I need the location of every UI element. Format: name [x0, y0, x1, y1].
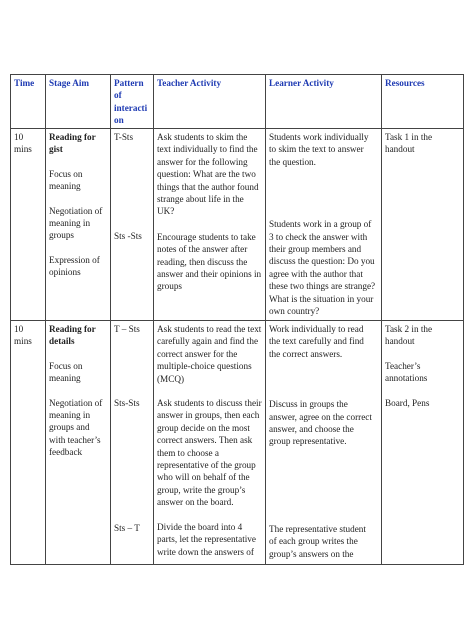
resource-line: Board, Pens — [385, 397, 430, 408]
pattern-label: Sts -Sts — [114, 231, 142, 242]
teacher-line: UK? — [157, 206, 175, 217]
learner-line: their group members and — [269, 244, 362, 255]
teacher-line: them to choose a — [157, 447, 219, 458]
teacher-line: groups — [157, 281, 183, 292]
aim-line: meaning in — [49, 410, 91, 421]
header-teacher-activity: Teacher Activity — [154, 75, 266, 129]
teacher-line: question: What are the two — [157, 169, 256, 180]
teacher-line: multiple-choice questions — [157, 361, 252, 372]
resource-line: handout — [385, 144, 415, 155]
teacher-line: things that the author found — [157, 181, 259, 192]
teacher-line: parts, let the representative — [157, 534, 256, 545]
pattern-label: Sts-Sts — [114, 398, 140, 409]
aim-line: meaning in — [49, 218, 91, 229]
learner-line: 3 to check the answer with — [269, 231, 368, 242]
table-row — [11, 129, 464, 321]
learner-line: Discuss in groups the — [269, 399, 348, 410]
time-line: 10 — [14, 324, 24, 334]
time-line: mins — [14, 336, 32, 347]
header-pattern-line: interacti — [114, 102, 148, 113]
teacher-line: answer and their opinions in — [157, 269, 262, 280]
teacher-line: Divide the board into 4 — [157, 521, 243, 532]
resource-line: Task 2 in the — [385, 324, 433, 334]
header-pattern-line: of — [114, 90, 122, 101]
stage-aim-cell — [46, 129, 111, 321]
teacher-activity-cell — [154, 129, 266, 321]
resource-line: Teacher’s — [385, 360, 421, 371]
teacher-line: answer in groups, then each — [157, 410, 260, 421]
teacher-line: correct answers. Then ask — [157, 435, 253, 446]
learner-line: the correct answers. — [269, 348, 343, 359]
header-pattern-line: on — [114, 115, 124, 126]
learner-line: agree with the author that — [269, 268, 363, 279]
lesson-plan-table — [10, 74, 464, 565]
teacher-line: Ask students to read the text — [157, 324, 262, 334]
pattern-cell — [111, 321, 154, 565]
stage-title: Reading for — [49, 324, 96, 334]
pattern-label: T – Sts — [114, 324, 140, 334]
teacher-line: carefully again and find the — [157, 336, 259, 347]
header-pattern — [111, 75, 154, 129]
teacher-line: answer for the following — [157, 156, 248, 167]
teacher-line: (MCQ) — [157, 373, 185, 384]
teacher-line: answer on the board. — [157, 497, 234, 508]
time-line: 10 — [14, 132, 24, 142]
learner-line: group’s answers on the — [269, 548, 354, 559]
pattern-label: Sts – T — [114, 522, 140, 533]
teacher-line: Ask students to discuss their — [157, 398, 262, 409]
stage-title: Reading for — [49, 132, 96, 142]
learner-line: answer, agree on the correct — [269, 411, 372, 422]
learner-line: to skim the text to answer — [269, 144, 364, 155]
teacher-line: group, write the group’s — [157, 484, 246, 495]
teacher-line: who will on behalf of the — [157, 472, 250, 483]
aim-line: Negotiation of — [49, 205, 103, 216]
learner-activity-cell — [266, 129, 382, 321]
header-time: Time — [11, 75, 46, 129]
teacher-line: strange about life in the — [157, 194, 244, 205]
aim-line: Negotiation of — [49, 397, 103, 408]
stage-aim-cell — [46, 321, 111, 565]
teacher-activity-cell — [154, 321, 266, 565]
learner-line: discuss the question: Do you — [269, 256, 375, 267]
time-cell — [11, 129, 46, 321]
header-resources: Resources — [382, 75, 464, 129]
learner-line: Students work in a group of — [269, 219, 372, 230]
teacher-line: group decide on the most — [157, 422, 250, 433]
aim-line: with teacher’s — [49, 434, 101, 445]
aim-line: groups — [49, 230, 75, 241]
aim-line: meaning — [49, 181, 81, 192]
learner-line: Students work individually — [269, 132, 369, 142]
pattern-cell — [111, 129, 154, 321]
aim-line: feedback — [49, 447, 83, 458]
learner-line: the question. — [269, 156, 316, 167]
learner-line: group representative. — [269, 436, 347, 447]
resource-line: Task 1 in the — [385, 132, 433, 142]
learner-line: answer, and choose the — [269, 424, 354, 435]
learner-line: The representative student — [269, 523, 366, 534]
header-pattern-line: Pattern — [114, 78, 144, 88]
learner-line: of each group writes the — [269, 536, 358, 547]
aim-line: opinions — [49, 267, 81, 278]
teacher-line: text individually to find the — [157, 144, 258, 155]
aim-line: Focus on — [49, 360, 83, 371]
aim-line: Expression of — [49, 254, 100, 265]
header-stage-aim: Stage Aim — [46, 75, 111, 129]
teacher-line: representative of the group — [157, 460, 256, 471]
time-cell — [11, 321, 46, 565]
pattern-label: T-Sts — [114, 132, 134, 142]
header-learner-activity: Learner Activity — [266, 75, 382, 129]
teacher-line: Ask students to skim the — [157, 132, 248, 142]
teacher-line: correct answer for the — [157, 348, 238, 359]
time-line: mins — [14, 144, 32, 155]
learner-line: own country? — [269, 306, 320, 317]
learner-line: these two things are strange? — [269, 281, 376, 292]
stage-title: details — [49, 336, 75, 347]
table-row — [11, 321, 464, 565]
stage-title: gist — [49, 144, 63, 155]
resource-line: handout — [385, 336, 415, 347]
learner-line: the text carefully and find — [269, 336, 364, 347]
teacher-line: notes of the answer after — [157, 244, 248, 255]
learner-activity-cell — [266, 321, 382, 565]
resource-line: annotations — [385, 373, 428, 384]
teacher-line: write down the answers of — [157, 546, 254, 557]
learner-line: What is the situation in your — [269, 293, 374, 304]
resources-cell — [382, 129, 464, 321]
header-row — [11, 75, 464, 129]
aim-line: groups and — [49, 422, 90, 433]
aim-line: Focus on — [49, 168, 83, 179]
resources-cell — [382, 321, 464, 565]
teacher-line: Encourage students to take — [157, 231, 256, 242]
teacher-line: reading, then discuss the — [157, 256, 248, 267]
learner-line: Work individually to read — [269, 324, 364, 334]
aim-line: meaning — [49, 373, 81, 384]
